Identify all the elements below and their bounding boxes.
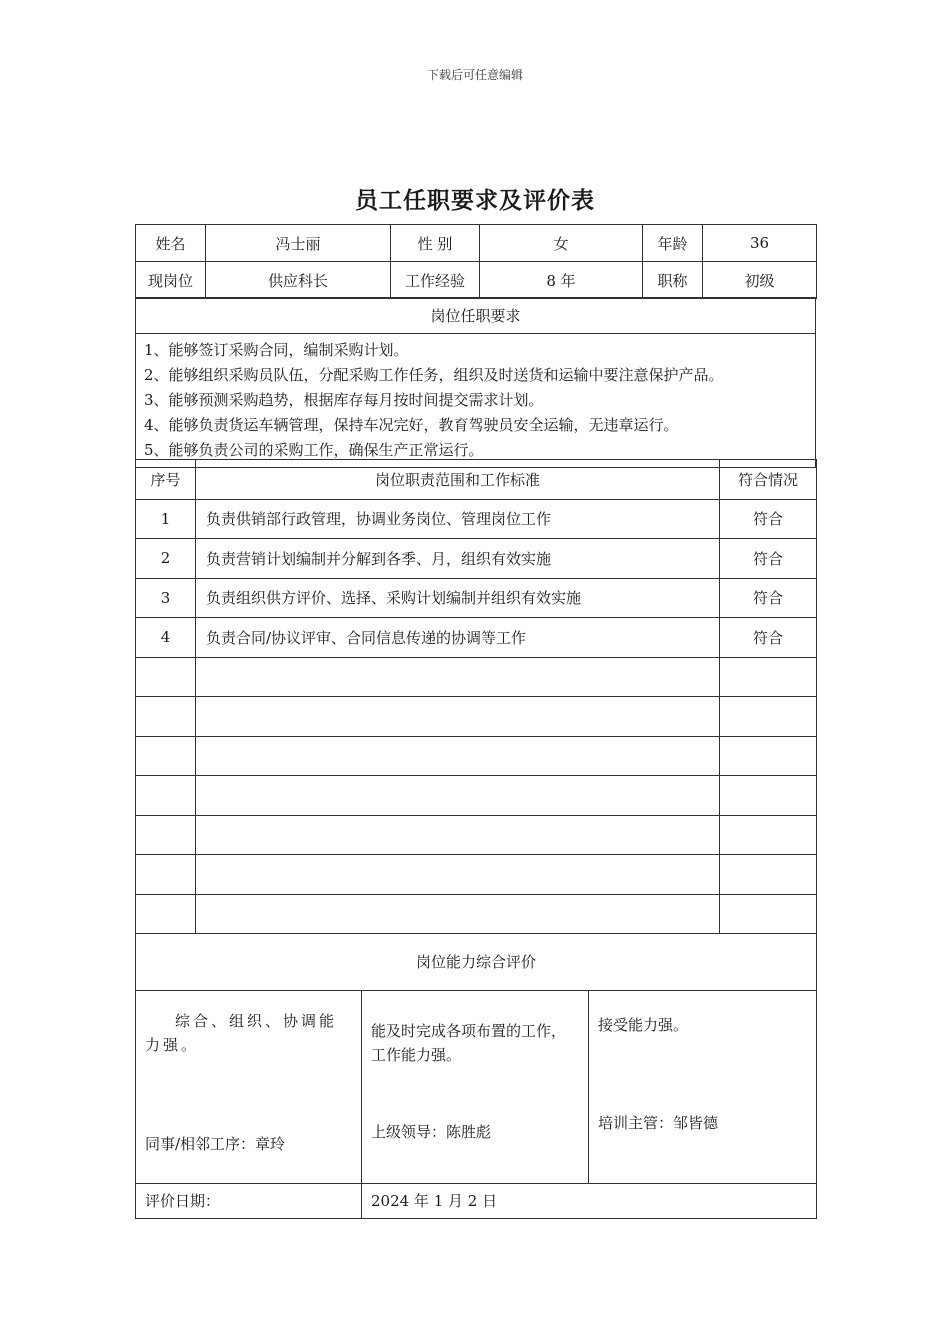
duties-table <box>135 459 817 934</box>
table-row <box>136 776 817 816</box>
row-scope: 负责营销计划编制并分解到各季、月，组织有效实施 <box>196 539 720 579</box>
trainer-comment: 接受能力强。 <box>598 1015 689 1034</box>
row-scope <box>196 855 720 895</box>
row-scope <box>196 815 720 855</box>
header-note: 下载后可任意编辑 <box>426 68 523 82</box>
row-no <box>136 776 196 816</box>
requirement-item: 2、能够组织采购员队伍，分配采购工作任务，组织及时送货和运输中要注意保护产品。 <box>144 366 724 384</box>
row-status: 符合 <box>720 539 817 579</box>
name-value: 冯士丽 <box>206 225 391 262</box>
leader-signature: 上级领导：陈胜彪 <box>371 1122 492 1141</box>
row-no: 1 <box>136 499 196 539</box>
row-scope <box>196 697 720 737</box>
duties-header-row <box>136 460 817 500</box>
row-no <box>136 815 196 855</box>
date-label: 评价日期： <box>136 1183 362 1218</box>
row-status <box>720 657 817 697</box>
col-no-header: 序号 <box>136 460 196 500</box>
evaluation-table <box>135 933 817 1219</box>
table-row <box>136 499 817 539</box>
table-row <box>136 855 817 895</box>
requirements-table <box>135 297 816 468</box>
row-status: 符合 <box>720 578 817 618</box>
job-title-value: 初级 <box>703 262 817 299</box>
row-scope <box>196 894 720 934</box>
requirement-item: 1、能够签订采购合同，编制采购计划。 <box>144 341 409 359</box>
requirement-item: 3、能够预测采购趋势，根据库存每月按时间提交需求计划。 <box>144 391 544 409</box>
gender-label: 性 别 <box>391 225 480 262</box>
name-label: 姓名 <box>136 225 206 262</box>
trainer-evaluation <box>589 990 817 1183</box>
row-status: 符合 <box>720 618 817 658</box>
row-no <box>136 657 196 697</box>
row-no: 3 <box>136 578 196 618</box>
colleague-evaluation <box>136 990 362 1183</box>
gender-value: 女 <box>480 225 643 262</box>
table-row <box>136 539 817 579</box>
row-scope: 负责组织供方评价、选择、采购计划编制并组织有效实施 <box>196 578 720 618</box>
table-row <box>136 894 817 934</box>
row-no <box>136 697 196 737</box>
col-status-header: 符合情况 <box>720 460 817 500</box>
row-status <box>720 697 817 737</box>
leader-evaluation <box>362 990 589 1183</box>
row-status <box>720 815 817 855</box>
col-scope-header: 岗位职责范围和工作标准 <box>196 460 720 500</box>
requirement-item: 5、能够负责公司的采购工作，确保生产正常运行。 <box>144 441 484 459</box>
row-status <box>720 736 817 776</box>
row-scope: 负责供销部行政管理，协调业务岗位、管理岗位工作 <box>196 499 720 539</box>
row-no: 2 <box>136 539 196 579</box>
row-scope <box>196 657 720 697</box>
trainer-signature: 培训主管：邹皆德 <box>598 1113 719 1132</box>
requirements-list <box>136 334 816 468</box>
requirements-heading: 岗位任职要求 <box>136 298 816 334</box>
leader-comment: 能及时完成各项布置的工作，工作能力强。 <box>371 1021 567 1064</box>
row-status <box>720 776 817 816</box>
age-label: 年龄 <box>643 225 703 262</box>
position-label: 现岗位 <box>136 262 206 299</box>
table-row <box>136 578 817 618</box>
colleague-comment: 综合、组织、协调能力强。 <box>145 1011 338 1054</box>
row-scope <box>196 736 720 776</box>
row-status <box>720 855 817 895</box>
row-status <box>720 894 817 934</box>
basic-info-table <box>135 224 817 299</box>
row-scope <box>196 776 720 816</box>
evaluation-heading: 岗位能力综合评价 <box>136 933 817 990</box>
table-row <box>136 697 817 737</box>
experience-label: 工作经验 <box>391 262 480 299</box>
row-status: 符合 <box>720 499 817 539</box>
page-title: 员工任职要求及评价表 <box>355 187 595 214</box>
experience-value: 8 年 <box>480 262 643 299</box>
row-no <box>136 855 196 895</box>
table-row <box>136 815 817 855</box>
table-row <box>136 618 817 658</box>
job-title-label: 职称 <box>643 262 703 299</box>
basic-info-row <box>136 225 817 262</box>
requirement-item: 4、能够负责货运车辆管理，保持车况完好，教育驾驶员安全运输，无违章运行。 <box>144 416 679 434</box>
row-no <box>136 894 196 934</box>
colleague-signature: 同事/相邻工序：章玲 <box>145 1134 286 1153</box>
age-value: 36 <box>703 225 817 262</box>
basic-info-row <box>136 262 817 299</box>
position-value: 供应科长 <box>206 262 391 299</box>
table-row <box>136 657 817 697</box>
row-no: 4 <box>136 618 196 658</box>
date-value: 2024 年 1 月 2 日 <box>362 1183 817 1218</box>
table-row <box>136 736 817 776</box>
row-no <box>136 736 196 776</box>
row-scope: 负责合同/协议评审、合同信息传递的协调等工作 <box>196 618 720 658</box>
